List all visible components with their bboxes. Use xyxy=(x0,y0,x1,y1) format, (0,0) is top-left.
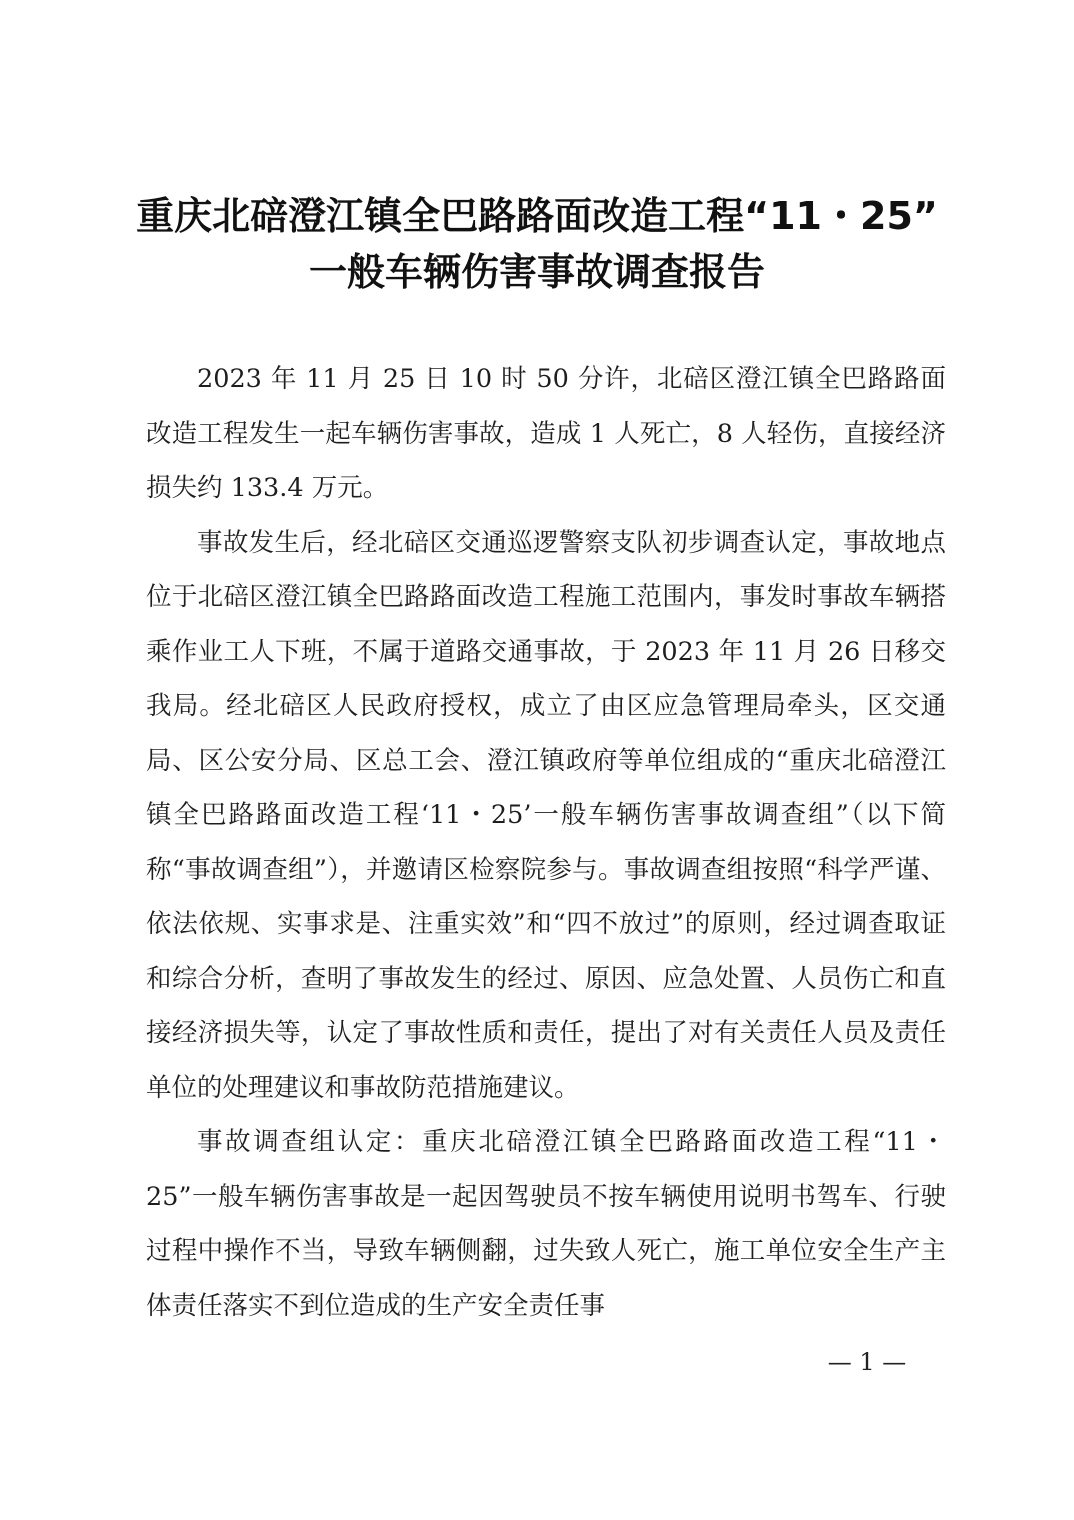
document-title-line-1: 重庆北碚澄江镇全巴路路面改造工程“11・25” xyxy=(136,194,938,238)
paragraph-investigation: 事故发生后，经北碚区交通巡逻警察支队初步调查认定，事故地点位于北碚区澄江镇全巴路路面改造工程施工范围内，事发时事故车辆搭乘作业工人下班，不属于道路交通事故，于 2023 年 11 月 26 日移交我局。经北碚区人民政府授权，成立了由区应急管理局牵头，区交通局、区公安分局、区总工会、澄江镇政府等单位组成的“重庆北碚澄江镇全巴路路面改造工程‘11・25’一般车辆伤害事故调查组”（以下简称“事故调查组”），并邀请区检察院参与。事故调查组按照“科学严谨、依法依规、实事求是、注重实效”和“四不放过”的原则，经过调查取证和综合分析，查明了事故发生的经过、原因、应急处置、人员伤亡和直接经济损失等，认定了事故性质和责任，提出了对有关责任人员及责任单位的处理建议和事故防范措施建议。 xyxy=(146,527,946,1103)
paragraph-conclusion: 事故调查组认定：重庆北碚澄江镇全巴路路面改造工程“11・25”一般车辆伤害事故是一起因驾驶员不按车辆使用说明书驾车、行驶过程中操作不当，导致车辆侧翻，过失致人死亡，施工单位安全生产主体责任落实不到位造成的生产安全责任事 xyxy=(146,1127,946,1321)
paragraph-summary: 2023 年 11 月 25 日 10 时 50 分许，北碚区澄江镇全巴路路面改造工程发生一起车辆伤害事故，造成 1 人死亡，8 人轻伤，直接经济损失约 133.4 万元。 xyxy=(146,364,946,503)
document-title-line-2: 一般车辆伤害事故调查报告 xyxy=(308,250,765,294)
page-number: — 1 — xyxy=(827,1348,907,1376)
document-body xyxy=(146,352,946,1333)
